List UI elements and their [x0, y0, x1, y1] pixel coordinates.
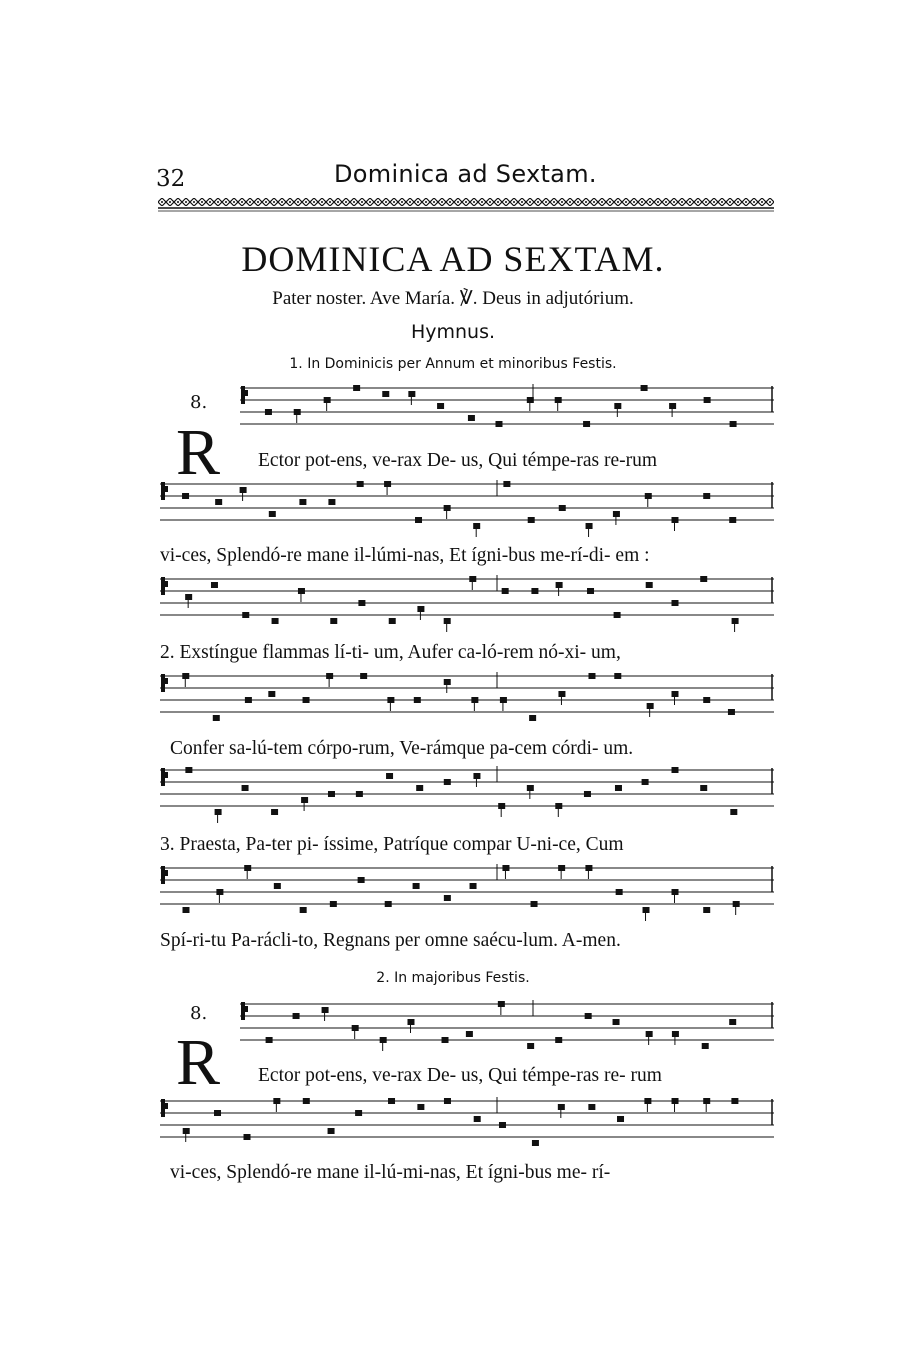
neume — [614, 612, 621, 618]
neume — [415, 517, 422, 523]
neume — [407, 1019, 414, 1025]
neume — [328, 791, 335, 797]
neume — [615, 785, 622, 791]
neume — [474, 1116, 481, 1122]
neume — [558, 691, 565, 697]
neume — [328, 499, 335, 505]
neume — [555, 1037, 562, 1043]
neume — [242, 785, 249, 791]
neume — [182, 493, 189, 499]
mode-number-1: 8. — [190, 392, 208, 413]
neume — [358, 877, 365, 883]
neume — [353, 385, 360, 391]
neume — [324, 397, 331, 403]
neume — [700, 785, 707, 791]
neume — [728, 709, 735, 715]
neume — [498, 1001, 505, 1007]
hymn-heading: Hymnus. — [410, 321, 496, 343]
neume — [466, 1031, 473, 1037]
chant-staff-3 — [160, 575, 774, 625]
neume — [498, 803, 505, 809]
neume — [444, 505, 451, 511]
mode-number-2: 8. — [190, 1003, 208, 1024]
neume — [417, 606, 424, 612]
neume — [731, 1098, 738, 1104]
page-title: DOMINICA AD SEXTAM. — [241, 239, 665, 279]
neume — [213, 715, 220, 721]
lyric-line-2: vi-ces, Splendó-re mane il-lúmi-nas, Et ígni-bus me-rí-di- em : — [160, 545, 650, 566]
neume — [703, 493, 710, 499]
neume — [672, 767, 679, 773]
neume — [703, 697, 710, 703]
neume — [729, 1019, 736, 1025]
neume — [584, 791, 591, 797]
clef-mark — [164, 772, 168, 778]
neume — [470, 883, 477, 889]
neume — [386, 773, 393, 779]
neume — [185, 767, 192, 773]
neume — [527, 785, 534, 791]
neume — [468, 415, 475, 421]
lyric-line-8: vi-ces, Splendó-re mane il-lú-mi-nas, Et ígni-bus me- rí- — [170, 1162, 611, 1183]
neume — [473, 773, 480, 779]
neume — [437, 403, 444, 409]
neume — [382, 391, 389, 397]
neume — [294, 409, 301, 415]
neume — [672, 1031, 679, 1037]
neume — [559, 505, 566, 511]
neume — [588, 673, 595, 679]
neume — [471, 697, 478, 703]
neume — [274, 883, 281, 889]
neume — [444, 779, 451, 785]
neume — [585, 1013, 592, 1019]
neume — [303, 1098, 310, 1104]
neume — [641, 385, 648, 391]
neume — [216, 889, 223, 895]
neume — [669, 403, 676, 409]
neume — [588, 1104, 595, 1110]
neume — [527, 1043, 534, 1049]
running-head — [156, 160, 776, 190]
neume — [293, 1013, 300, 1019]
neume — [416, 785, 423, 791]
lyric-line-7: Ector pot-ens, ve-rax De- us, Qui témpe-ras re- rum — [258, 1065, 662, 1086]
clef-mark — [244, 390, 248, 396]
neume — [330, 618, 337, 624]
lyric-line-6: Spí-ri-tu Pa-rácli-to, Regnans per omne saécu-lum. A-men. — [160, 930, 621, 951]
clef-mark — [164, 678, 168, 684]
neume — [442, 1037, 449, 1043]
neume — [555, 803, 562, 809]
section-heading-2: 2. In majoribus Festis. — [376, 970, 530, 986]
neume — [671, 691, 678, 697]
neume — [266, 1037, 273, 1043]
intro-line: Pater noster. Ave María. ℣. Deus in adjutórium. — [272, 288, 634, 309]
lyric-line-1: Ector pot-ens, ve-rax De- us, Qui témpe-ras re-rum — [258, 450, 658, 471]
chant-staff-2 — [160, 480, 774, 530]
neume — [473, 523, 480, 529]
neume — [357, 481, 364, 487]
neume — [647, 703, 654, 709]
neume — [583, 421, 590, 427]
neume — [642, 779, 649, 785]
neume — [646, 1031, 653, 1037]
neume — [185, 594, 192, 600]
neume — [613, 1019, 620, 1025]
neume — [617, 1116, 624, 1122]
neume — [613, 511, 620, 517]
neume — [644, 1098, 651, 1104]
neume — [215, 809, 222, 815]
neume — [244, 1134, 251, 1140]
neume — [645, 493, 652, 499]
neume — [469, 576, 476, 582]
neume — [672, 1098, 679, 1104]
neume — [211, 582, 218, 588]
neume — [388, 1098, 395, 1104]
running-title: Dominica ad Sextam. — [334, 160, 597, 188]
neume — [585, 865, 592, 871]
neume — [387, 697, 394, 703]
neume — [502, 865, 509, 871]
neume — [265, 409, 272, 415]
neume — [242, 612, 249, 618]
neume — [417, 1104, 424, 1110]
neume — [729, 517, 736, 523]
page-number: 32 — [156, 166, 186, 192]
neume — [643, 907, 650, 913]
neume — [414, 697, 421, 703]
neume — [558, 865, 565, 871]
neume — [503, 481, 510, 487]
initial-letter-1: R — [176, 416, 221, 489]
clef-mark — [164, 581, 168, 587]
neume — [245, 697, 252, 703]
neume — [703, 1098, 710, 1104]
neume — [182, 673, 189, 679]
neume — [528, 517, 535, 523]
neume — [326, 673, 333, 679]
neume — [703, 907, 710, 913]
neume — [240, 487, 247, 493]
neume — [587, 588, 594, 594]
chant-staff-4 — [160, 672, 774, 722]
neume — [495, 421, 502, 427]
chant-staff-7 — [240, 1000, 774, 1050]
clef-mark — [164, 486, 168, 492]
neume — [269, 511, 276, 517]
neume — [301, 797, 308, 803]
neume — [183, 1128, 190, 1134]
neume — [413, 883, 420, 889]
neume — [733, 901, 740, 907]
neume — [355, 1110, 362, 1116]
neume — [444, 1098, 451, 1104]
lyric-line-3: 2. Exstíngue flammas lí-ti- um, Aufer ca-ló-rem nó-xi- um, — [160, 642, 621, 663]
neume — [672, 889, 679, 895]
neume — [215, 499, 222, 505]
chant-staff-8 — [160, 1097, 774, 1147]
neume — [300, 907, 307, 913]
neume — [328, 1128, 335, 1134]
neume — [385, 901, 392, 907]
neume — [730, 809, 737, 815]
neume — [616, 889, 623, 895]
neume — [272, 618, 279, 624]
neume — [380, 1037, 387, 1043]
neume — [322, 1007, 329, 1013]
neume — [182, 907, 189, 913]
neume — [244, 865, 251, 871]
neume — [700, 576, 707, 582]
neume — [671, 600, 678, 606]
neume — [556, 582, 563, 588]
neume — [702, 1043, 709, 1049]
neume — [529, 715, 536, 721]
neume — [356, 791, 363, 797]
neume — [444, 618, 451, 624]
lyric-line-5: 3. Praesta, Pa-ter pi- íssime, Patríque compar U-ni-ce, Cum — [160, 834, 624, 855]
neume — [671, 517, 678, 523]
neume — [389, 618, 396, 624]
neume — [502, 588, 509, 594]
neume — [408, 391, 415, 397]
neume — [730, 421, 737, 427]
neume — [732, 618, 739, 624]
neume — [299, 499, 306, 505]
clef-mark — [164, 870, 168, 876]
neume — [614, 403, 621, 409]
ornament-rule — [158, 198, 774, 212]
lyric-line-4: Confer sa-lú-tem córpo-rum, Ve-rámque pa-cem córdi- um. — [170, 738, 634, 759]
neume — [352, 1025, 359, 1031]
neume — [704, 397, 711, 403]
neume — [614, 673, 621, 679]
neume — [444, 895, 451, 901]
clef-mark — [164, 1103, 168, 1109]
initial-letter-2: R — [176, 1026, 221, 1099]
chant-staff-1 — [240, 384, 774, 434]
chant-staff-5 — [160, 766, 774, 816]
neume — [268, 691, 275, 697]
neume — [531, 588, 538, 594]
neume — [586, 523, 593, 529]
neume — [444, 679, 451, 685]
neume — [298, 588, 305, 594]
neume — [358, 600, 365, 606]
neume — [273, 1098, 280, 1104]
neume — [558, 1104, 565, 1110]
section-heading-1: 1. In Dominicis per Annum et minoribus Festis. — [289, 356, 617, 372]
neume — [271, 809, 278, 815]
neume — [384, 481, 391, 487]
neume — [330, 901, 337, 907]
neume — [500, 697, 507, 703]
neume — [555, 397, 562, 403]
chant-staff-6 — [160, 864, 774, 914]
neume — [499, 1122, 506, 1128]
neume — [303, 697, 310, 703]
neume — [532, 1140, 539, 1146]
clef-mark — [244, 1006, 248, 1012]
neume — [646, 582, 653, 588]
neume — [531, 901, 538, 907]
neume — [360, 673, 367, 679]
neume — [214, 1110, 221, 1116]
